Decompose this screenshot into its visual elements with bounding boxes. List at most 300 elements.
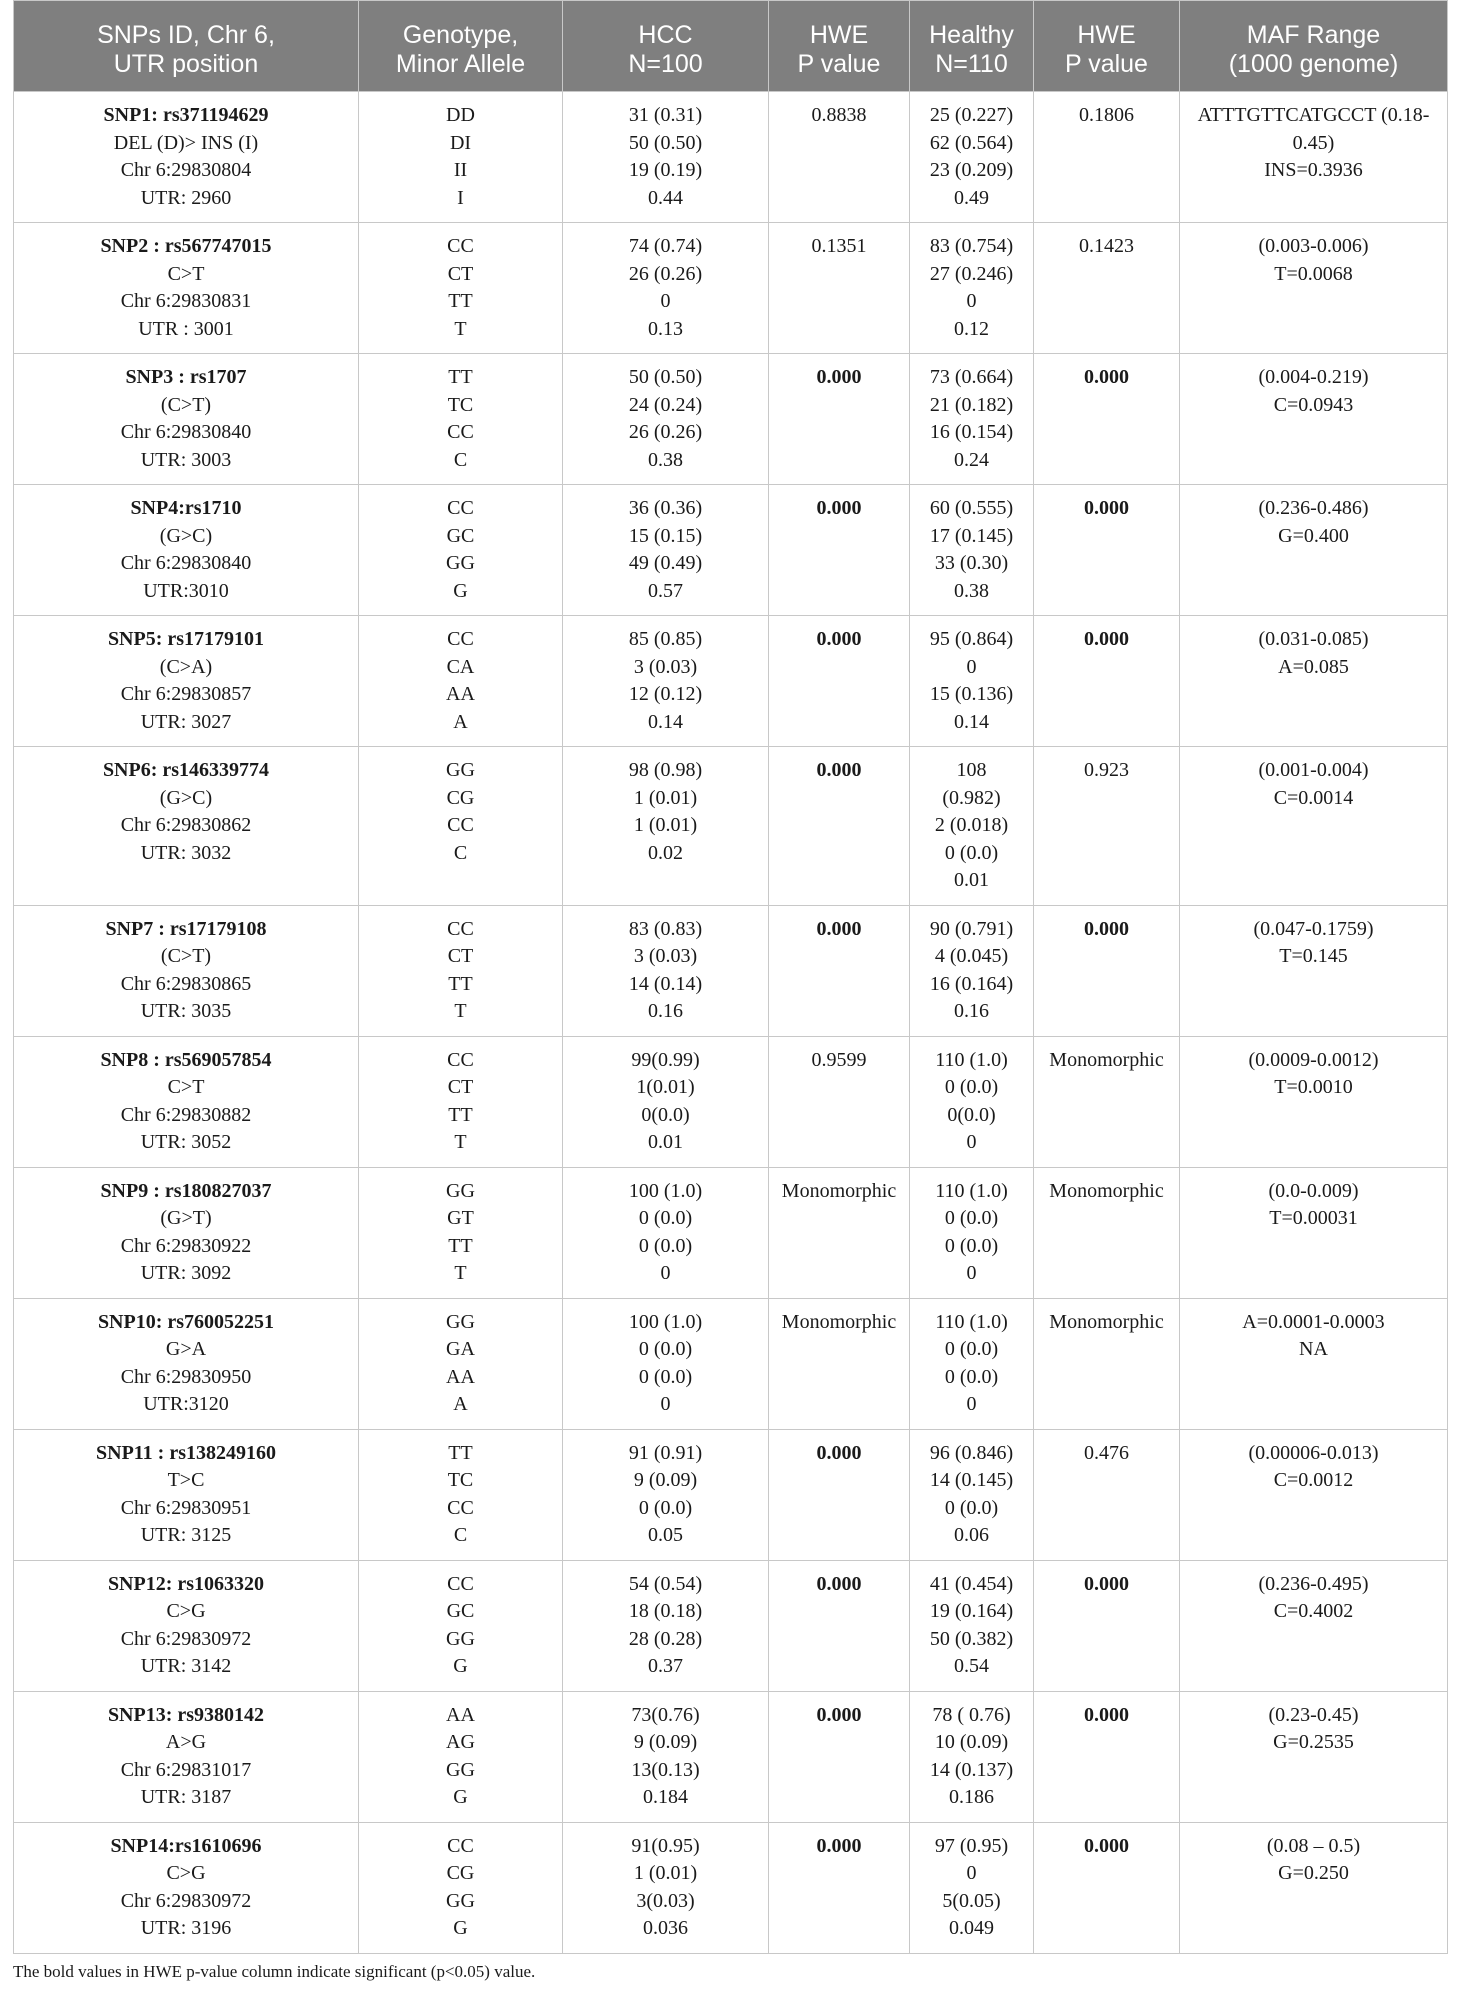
maf-range-line: 0.45)	[1292, 131, 1335, 154]
hcc-cell	[563, 1822, 769, 1953]
snp-info-line: UTR: 3035	[140, 1000, 232, 1022]
snp-info-line: UTR: 3125	[140, 1524, 232, 1546]
maf-range-line: (0.003-0.006)	[1258, 235, 1369, 257]
hcc-frequency-line: 36 (0.36)	[628, 497, 703, 519]
genotype-cell	[359, 1167, 563, 1298]
hcc-frequency-line: 0 (0.0)	[638, 1338, 693, 1360]
hwe-p-value: 0.000	[816, 1834, 862, 1857]
hcc-frequency-line: 99(0.99)	[631, 1048, 700, 1071]
healthy-frequency-line: 90 (0.791)	[929, 917, 1014, 940]
hwe-healthy-cell	[1034, 92, 1180, 223]
healthy-frequency-line: 0.49	[954, 186, 989, 209]
genotype-line: GA	[446, 1338, 475, 1360]
genotype-line: A	[453, 710, 468, 733]
healthy-frequency-line: 0(0.0)	[947, 1103, 996, 1126]
healthy-frequency-line: 0 (0.0)	[944, 1076, 999, 1098]
maf-range-line: (0.236-0.486)	[1258, 497, 1369, 519]
snp-id: SNP12: rs1063320	[107, 1572, 265, 1595]
snp-info-line: Chr 6:29830840	[120, 552, 252, 574]
genotype-line: G	[453, 1786, 468, 1808]
snp-info-line: Chr 6:29830922	[120, 1234, 252, 1257]
hcc-frequency-line: 0 (0.0)	[638, 1234, 693, 1257]
hcc-cell	[563, 223, 769, 354]
header-line: N=110	[935, 50, 1008, 78]
header-snp-id	[14, 1, 359, 92]
snp-id: SNP7 : rs17179108	[105, 917, 267, 940]
hcc-frequency-line: 0	[660, 1393, 671, 1415]
hcc-frequency-line: 19 (0.19)	[628, 159, 703, 181]
hwe-hcc-cell	[769, 1560, 910, 1691]
hwe-hcc-cell	[769, 1036, 910, 1167]
hwe-healthy-cell	[1034, 1691, 1180, 1822]
genotype-line: CC	[447, 1048, 474, 1071]
hcc-frequency-line: 0	[660, 290, 671, 312]
genotype-line: GG	[446, 552, 475, 574]
hcc-frequency-line: 0 (0.0)	[638, 1496, 693, 1519]
hwe-p-value: 0.000	[816, 628, 862, 650]
genotype-line: CC	[447, 235, 474, 257]
table-row	[14, 1560, 1448, 1691]
healthy-frequency-line: 0 (0.0)	[944, 1365, 999, 1388]
maf-range-line: A=0.085	[1278, 655, 1349, 678]
healthy-frequency-line: 50 (0.382)	[929, 1627, 1014, 1650]
maf-range-line: C=0.0012	[1273, 1469, 1354, 1491]
snp-info-line: A>G	[165, 1731, 207, 1753]
hwe-healthy-cell	[1034, 223, 1180, 354]
maf-range-line: T=0.00031	[1269, 1207, 1358, 1229]
healthy-frequency-line: 0.16	[954, 1000, 989, 1022]
header-line: HWE	[1077, 21, 1136, 49]
healthy-frequency-line: 0	[966, 1131, 977, 1153]
snp-info-line: (C>T)	[160, 945, 212, 967]
hcc-frequency-line: 12 (0.12)	[628, 683, 703, 705]
snp-info-line: UTR: 3187	[140, 1786, 232, 1808]
genotype-line: CG	[446, 1862, 475, 1884]
hwe-hcc-cell	[769, 1167, 910, 1298]
maf-range-line: T=0.145	[1279, 945, 1348, 967]
maf-range-line: G=0.250	[1278, 1862, 1349, 1884]
hcc-frequency-line: 91 (0.91)	[628, 1441, 703, 1464]
maf-range-line: T=0.0068	[1274, 262, 1353, 285]
snp-cell	[14, 354, 359, 485]
hwe-p-value: 0.000	[816, 759, 862, 781]
header-line: Genotype,	[402, 21, 519, 49]
snp-cell	[14, 1298, 359, 1429]
hcc-cell	[563, 1167, 769, 1298]
healthy-frequency-line: 10 (0.09)	[934, 1731, 1009, 1753]
hwe-hcc-cell	[769, 1822, 910, 1953]
header-line: N=100	[628, 50, 703, 78]
genotype-line: T	[454, 317, 467, 340]
snp-id: SNP6: rs146339774	[102, 759, 270, 781]
header-row	[14, 1, 1448, 92]
snp-info-line: Chr 6:29830951	[120, 1496, 252, 1519]
hwe-p-value: 0.000	[1084, 1572, 1129, 1595]
hcc-frequency-line: 0.44	[648, 186, 683, 209]
snp-info-line: (G>C)	[159, 524, 213, 547]
hwe-hcc-cell	[769, 747, 910, 906]
genotype-line: TT	[448, 1103, 473, 1126]
healthy-frequency-line: 23 (0.209)	[929, 159, 1014, 181]
healthy-frequency-line: 60 (0.555)	[929, 497, 1014, 519]
hcc-frequency-line: 0.13	[648, 317, 683, 340]
hwe-healthy-cell	[1034, 1429, 1180, 1560]
hcc-frequency-line: 0(0.0)	[641, 1103, 690, 1126]
hwe-p-value: 0.000	[1084, 497, 1129, 519]
hcc-frequency-line: 3 (0.03)	[633, 945, 698, 967]
hwe-healthy-cell	[1034, 1560, 1180, 1691]
maf-range-line: (0.001-0.004)	[1258, 759, 1369, 781]
snp-info-line: Chr 6:29830804	[120, 159, 252, 181]
header-line: Healthy	[929, 21, 1014, 49]
genotype-line: AA	[446, 1703, 475, 1726]
snp-info-line: UTR: 3032	[140, 841, 232, 864]
maf-range-cell	[1180, 1822, 1448, 1953]
hcc-cell	[563, 616, 769, 747]
hcc-cell	[563, 1036, 769, 1167]
snp-id: SNP13: rs9380142	[107, 1703, 265, 1726]
genotype-line: AG	[446, 1731, 475, 1753]
healthy-frequency-line: 62 (0.564)	[929, 131, 1014, 154]
snp-info-line: UTR:3120	[143, 1393, 229, 1415]
hwe-healthy-cell	[1034, 905, 1180, 1036]
healthy-cell	[910, 1822, 1034, 1953]
maf-range-cell	[1180, 223, 1448, 354]
hcc-frequency-line: 54 (0.54)	[628, 1572, 703, 1595]
hcc-cell	[563, 1691, 769, 1822]
snp-info-line: Chr 6:29830862	[120, 814, 252, 836]
healthy-frequency-line: 0.06	[954, 1524, 989, 1546]
header-line: HCC	[638, 21, 693, 49]
genotype-cell	[359, 223, 563, 354]
header-line: P value	[797, 50, 881, 78]
snp-info-line: UTR: 3052	[140, 1131, 232, 1153]
snp-cell	[14, 1429, 359, 1560]
healthy-frequency-line: 27 (0.246)	[929, 262, 1014, 285]
snp-cell	[14, 1167, 359, 1298]
snp-info-line: C>G	[166, 1862, 206, 1884]
table-body	[14, 92, 1448, 1954]
genotype-line: C	[453, 1524, 468, 1546]
maf-range-cell	[1180, 747, 1448, 906]
maf-range-cell	[1180, 92, 1448, 223]
hcc-frequency-line: 73(0.76)	[631, 1703, 700, 1726]
genotype-line: GG	[446, 1889, 475, 1912]
snp-cell	[14, 92, 359, 223]
genotype-line: DD	[446, 104, 475, 126]
header-line: Minor Allele	[395, 50, 526, 78]
snp-info-line: Chr 6:29830972	[120, 1627, 252, 1650]
hcc-frequency-line: 3(0.03)	[636, 1889, 695, 1912]
healthy-frequency-line: 14 (0.137)	[929, 1758, 1014, 1781]
healthy-frequency-line: 0.24	[954, 448, 989, 471]
healthy-frequency-line: 14 (0.145)	[929, 1469, 1014, 1491]
table-row	[14, 1429, 1448, 1560]
genotype-line: GG	[446, 1179, 475, 1202]
snp-cell	[14, 616, 359, 747]
snp-cell	[14, 905, 359, 1036]
genotype-cell	[359, 1429, 563, 1560]
genotype-line: GG	[446, 1310, 475, 1333]
healthy-frequency-line: 21 (0.182)	[929, 393, 1014, 416]
hcc-frequency-line: 100 (1.0)	[628, 1179, 703, 1202]
healthy-cell	[910, 223, 1034, 354]
snp-info-line: (C>T)	[160, 393, 212, 416]
maf-range-line: (0.031-0.085)	[1258, 628, 1369, 650]
hcc-frequency-line: 74 (0.74)	[628, 235, 703, 257]
healthy-frequency-line: 0.54	[954, 1655, 989, 1677]
snp-info-line: (G>C)	[159, 786, 213, 809]
hcc-frequency-line: 98 (0.98)	[628, 759, 703, 781]
hcc-frequency-line: 91(0.95)	[631, 1834, 700, 1857]
snp-info-line: (G>T)	[160, 1207, 212, 1229]
maf-range-line: (0.00006-0.013)	[1248, 1441, 1379, 1464]
hwe-p-value: 0.1806	[1079, 104, 1134, 126]
hcc-cell	[563, 1298, 769, 1429]
table-row	[14, 1298, 1448, 1429]
healthy-frequency-line: 0 (0.0)	[944, 1496, 999, 1519]
genotype-cell	[359, 1298, 563, 1429]
maf-range-line: (0.047-0.1759)	[1253, 917, 1374, 940]
maf-range-cell	[1180, 1036, 1448, 1167]
healthy-frequency-line: 83 (0.754)	[929, 235, 1014, 257]
genotype-line: C	[453, 448, 468, 471]
hcc-frequency-line: 18 (0.18)	[628, 1600, 703, 1622]
hwe-hcc-cell	[769, 1298, 910, 1429]
hcc-frequency-line: 28 (0.28)	[628, 1627, 703, 1650]
hcc-frequency-line: 14 (0.14)	[628, 972, 703, 995]
hwe-p-value: 0.000	[816, 366, 862, 388]
genotype-line: G	[453, 579, 468, 602]
healthy-frequency-line: 0	[966, 655, 977, 678]
healthy-frequency-line: 16 (0.164)	[929, 972, 1014, 995]
header-line: SNPs ID, Chr 6,	[97, 21, 275, 49]
genotype-line: TT	[448, 366, 473, 388]
header-hwe-hcc	[769, 1, 910, 92]
maf-range-line: (0.0-0.009)	[1268, 1179, 1359, 1202]
snp-cell	[14, 1560, 359, 1691]
table-row	[14, 92, 1448, 223]
genotype-line: CG	[446, 786, 475, 809]
hcc-frequency-line: 0	[660, 1262, 671, 1284]
snp-id: SNP9 : rs180827037	[100, 1179, 272, 1202]
genotype-cell	[359, 485, 563, 616]
healthy-frequency-line: (0.982)	[942, 786, 1001, 809]
genotype-line: GC	[446, 1600, 475, 1622]
healthy-frequency-line: 96 (0.846)	[929, 1441, 1014, 1464]
hcc-frequency-line: 26 (0.26)	[628, 262, 703, 285]
healthy-cell	[910, 1560, 1034, 1691]
maf-range-line: ATTTGTTCATGCCT (0.18-	[1197, 104, 1430, 126]
genotype-line: CA	[446, 655, 475, 678]
snp-id: SNP14:rs1610696	[110, 1834, 262, 1857]
healthy-frequency-line: 0.01	[954, 869, 989, 891]
hwe-hcc-cell	[769, 1429, 910, 1560]
hwe-p-value: 0.9599	[811, 1048, 867, 1071]
snp-id: SNP8 : rs569057854	[100, 1048, 272, 1071]
hcc-frequency-line: 3 (0.03)	[633, 655, 698, 678]
hwe-p-value: 0.000	[1084, 628, 1129, 650]
hcc-frequency-line: 0.01	[648, 1131, 683, 1153]
snp-id: SNP4:rs1710	[130, 497, 242, 519]
hcc-frequency-line: 50 (0.50)	[628, 131, 703, 154]
hcc-frequency-line: 0.02	[648, 841, 683, 864]
genotype-line: CT	[447, 262, 474, 285]
genotype-line: G	[453, 1655, 468, 1677]
healthy-frequency-line: 0.38	[954, 579, 989, 602]
healthy-frequency-line: 5(0.05)	[942, 1889, 1001, 1912]
healthy-frequency-line: 97 (0.95)	[934, 1834, 1009, 1857]
healthy-frequency-line: 108	[956, 759, 987, 781]
header-line: MAF Range	[1246, 21, 1381, 49]
snp-info-line: Chr 6:29830840	[120, 421, 252, 443]
hwe-p-value: Monomorphic	[1049, 1179, 1164, 1202]
genotype-line: CT	[447, 945, 474, 967]
hcc-frequency-line: 49 (0.49)	[628, 552, 703, 574]
genotype-line: AA	[446, 683, 475, 705]
hwe-p-value: Monomorphic	[1049, 1048, 1164, 1071]
genotype-line: CC	[447, 421, 474, 443]
healthy-frequency-line: 0	[966, 1862, 977, 1884]
hcc-cell	[563, 92, 769, 223]
hwe-healthy-cell	[1034, 1298, 1180, 1429]
healthy-cell	[910, 1298, 1034, 1429]
healthy-cell	[910, 747, 1034, 906]
genotype-line: T	[454, 1262, 467, 1284]
snp-info-line: UTR: 3196	[140, 1917, 232, 1939]
snp-info-line: DEL (D)> INS (I)	[113, 131, 259, 154]
genotype-line: T	[454, 1000, 467, 1022]
hwe-p-value: Monomorphic	[781, 1310, 897, 1333]
snp-cell	[14, 485, 359, 616]
snp-info-line: (C>A)	[159, 655, 213, 678]
snp-info-line: Chr 6:29830857	[120, 683, 252, 705]
header-genotype	[359, 1, 563, 92]
hcc-cell	[563, 747, 769, 906]
header-line: P value	[1065, 50, 1148, 78]
header-line: UTR position	[113, 50, 259, 78]
hcc-frequency-line: 1 (0.01)	[633, 814, 698, 836]
healthy-frequency-line: 110 (1.0)	[935, 1310, 1008, 1333]
header-healthy	[910, 1, 1034, 92]
table-row	[14, 905, 1448, 1036]
maf-range-cell	[1180, 354, 1448, 485]
hcc-frequency-line: 0 (0.0)	[638, 1365, 693, 1388]
genotype-line: G	[453, 1917, 468, 1939]
hcc-frequency-line: 100 (1.0)	[628, 1310, 703, 1333]
snp-id: SNP1: rs371194629	[103, 104, 269, 126]
genotype-line: GG	[446, 759, 475, 781]
genotype-cell	[359, 747, 563, 906]
snp-id: SNP5: rs17179101	[107, 628, 265, 650]
hwe-p-value: 0.000	[1084, 1703, 1129, 1726]
maf-range-cell	[1180, 1298, 1448, 1429]
maf-range-line: G=0.2535	[1273, 1731, 1354, 1753]
hcc-frequency-line: 0.184	[643, 1786, 688, 1808]
table-footnote: The bold values in HWE p-value column indicate significant (p<0.05) value.	[13, 1961, 536, 1981]
hcc-frequency-line: 0.036	[643, 1917, 688, 1939]
snp-cell	[14, 223, 359, 354]
genotype-cell	[359, 1036, 563, 1167]
hcc-frequency-line: 83 (0.83)	[628, 917, 703, 940]
healthy-frequency-line: 95 (0.864)	[929, 628, 1014, 650]
maf-range-cell	[1180, 616, 1448, 747]
table-row	[14, 354, 1448, 485]
genotype-cell	[359, 1691, 563, 1822]
snp-id: SNP3 : rs1707	[125, 366, 247, 388]
snp-info-line: G>A	[165, 1338, 207, 1360]
hcc-frequency-line: 1(0.01)	[636, 1076, 695, 1098]
hwe-healthy-cell	[1034, 747, 1180, 906]
hcc-cell	[563, 1560, 769, 1691]
genotype-line: GG	[446, 1627, 475, 1650]
snp-info-line: T>C	[167, 1469, 205, 1491]
snp-info-line: Chr 6:29830950	[120, 1365, 252, 1388]
hcc-frequency-line: 1 (0.01)	[633, 1862, 698, 1884]
maf-range-line: C=0.4002	[1273, 1600, 1354, 1622]
healthy-frequency-line: 0.049	[949, 1917, 994, 1939]
header-hcc	[563, 1, 769, 92]
maf-range-line: C=0.0014	[1273, 786, 1354, 809]
healthy-frequency-line: 41 (0.454)	[929, 1572, 1014, 1595]
hcc-frequency-line: 0.05	[648, 1524, 683, 1546]
hcc-cell	[563, 485, 769, 616]
healthy-frequency-line: 0	[966, 290, 977, 312]
hcc-frequency-line: 0.38	[648, 448, 683, 471]
snp-id: SNP11 : rs138249160	[96, 1441, 276, 1464]
hwe-p-value: 0.000	[816, 497, 862, 519]
genotype-line: DI	[449, 131, 472, 154]
maf-range-cell	[1180, 1691, 1448, 1822]
hcc-frequency-line: 15 (0.15)	[628, 524, 703, 547]
snp-info-line: UTR: 3027	[140, 710, 232, 733]
hcc-frequency-line: 0.14	[648, 710, 683, 733]
snp-info-line: UTR:3010	[143, 579, 229, 602]
table-row	[14, 1822, 1448, 1953]
hwe-hcc-cell	[769, 905, 910, 1036]
hcc-frequency-line: 0.37	[648, 1655, 683, 1677]
genotype-line: C	[453, 841, 468, 864]
genotype-line: GC	[446, 524, 475, 547]
hcc-frequency-line: 0 (0.0)	[638, 1207, 693, 1229]
hwe-hcc-cell	[769, 1691, 910, 1822]
healthy-frequency-line: 19 (0.164)	[929, 1600, 1014, 1622]
healthy-frequency-line: 78 ( 0.76)	[932, 1703, 1011, 1726]
maf-range-line: G=0.400	[1278, 524, 1349, 547]
snp-info-line: Chr 6:29830831	[120, 290, 252, 312]
hcc-frequency-line: 50 (0.50)	[628, 366, 703, 388]
genotype-cell	[359, 905, 563, 1036]
genotype-cell	[359, 1822, 563, 1953]
hwe-p-value: 0.000	[816, 1441, 862, 1464]
genotype-line: GG	[446, 1758, 475, 1781]
snp-genotype-table	[13, 0, 1448, 1954]
genotype-cell	[359, 354, 563, 485]
snp-info-line: UTR : 3001	[138, 317, 234, 340]
hcc-frequency-line: 31 (0.31)	[628, 104, 703, 126]
hcc-frequency-line: 24 (0.24)	[628, 393, 703, 416]
healthy-frequency-line: 0	[966, 1262, 977, 1284]
header-hwe-healthy	[1034, 1, 1180, 92]
hwe-hcc-cell	[769, 92, 910, 223]
hcc-frequency-line: 85 (0.85)	[628, 628, 703, 650]
healthy-frequency-line: 4 (0.045)	[934, 945, 1009, 967]
header-line: (1000 genome)	[1228, 50, 1399, 78]
table-row	[14, 1036, 1448, 1167]
snp-cell	[14, 1036, 359, 1167]
snp-info-line: Chr 6:29830882	[120, 1103, 252, 1126]
genotype-line: CC	[447, 1834, 474, 1857]
